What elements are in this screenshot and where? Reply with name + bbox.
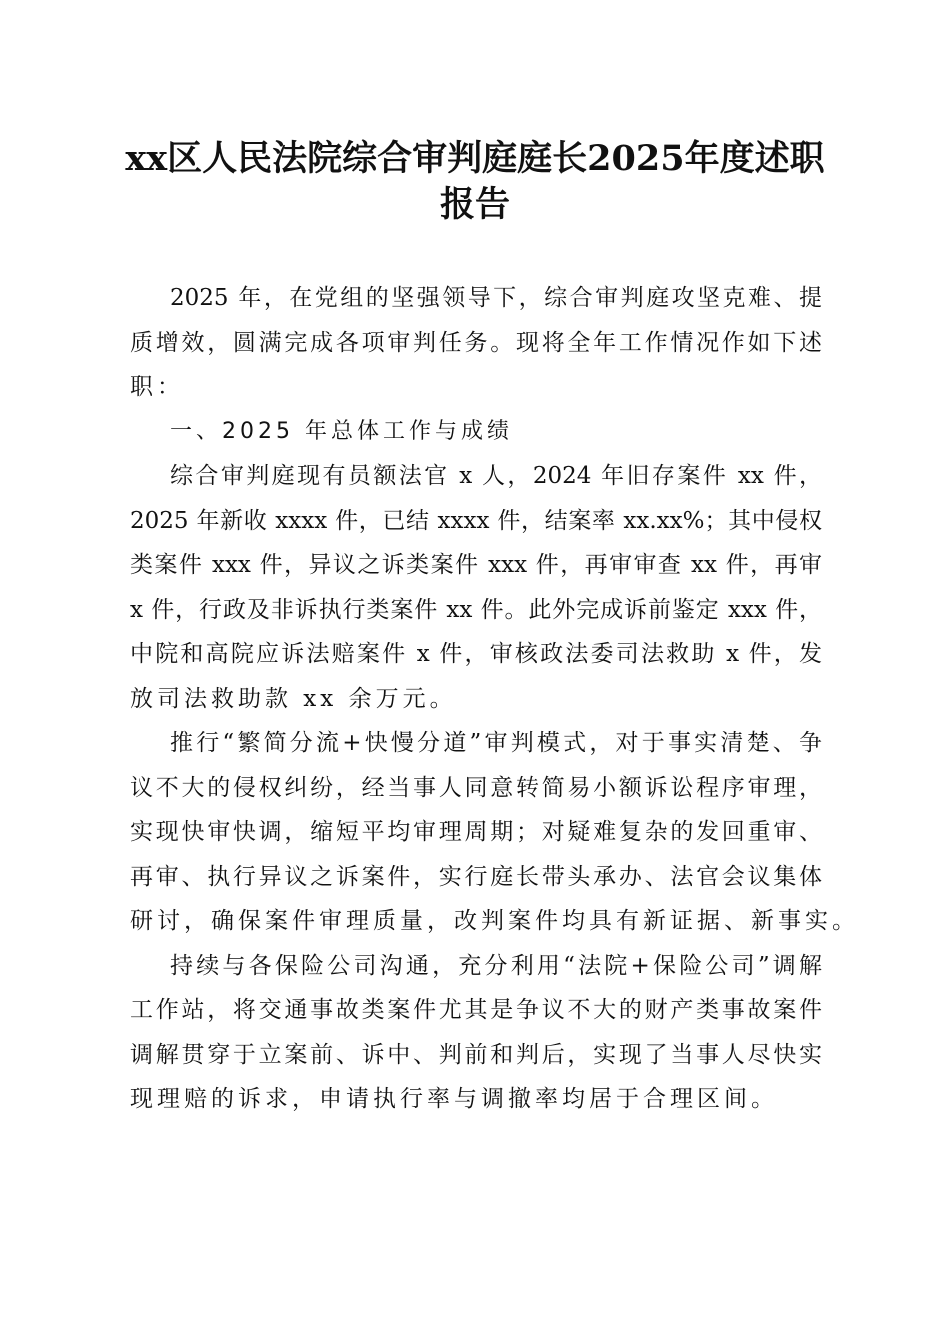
text-line: 质增效，圆满完成各项审判任务。现将全年工作情况作如下述	[130, 329, 822, 356]
text-line: 调解贯穿于立案前、诉中、判前和判后，实现了当事人尽快实	[130, 1041, 822, 1068]
paragraph	[130, 454, 822, 721]
text-line: 一、2025 年总体工作与成绩	[170, 418, 513, 444]
text-line: 现理赔的诉求，申请执行率与调撤率均居于合理区间。	[130, 1086, 778, 1112]
paragraph	[130, 276, 822, 410]
section-heading	[130, 410, 822, 455]
text-line: 工作站，将交通事故类案件尤其是争议不大的财产类事故案件	[130, 997, 822, 1023]
paragraph	[130, 944, 822, 1122]
text-line: 2025 年，在党组的坚强领导下，综合审判庭攻坚克难、提	[170, 285, 822, 311]
text-line: x 件，行政及非诉执行类案件 xx 件。此外完成诉前鉴定 xxx 件，	[130, 596, 822, 623]
text-line: 议不大的侵权纠纷，经当事人同意转简易小额诉讼程序审理，	[130, 774, 822, 801]
text-line: 职：	[130, 374, 184, 400]
text-line: 再审、执行异议之诉案件，实行庭长带头承办、法官会议集体	[130, 863, 822, 890]
title-line-1: xx区人民法院综合审判庭庭长2025年度述职	[125, 138, 825, 179]
document-title	[100, 136, 850, 228]
text-line: 放司法救助款 xx 余万元。	[130, 685, 457, 712]
text-line: 2025 年新收 xxxx 件，已结 xxxx 件，结案率 xx.xx%；其中侵权	[130, 507, 822, 534]
text-line: 推行“繁简分流+快慢分道”审判模式，对于事实清楚、争	[170, 730, 822, 756]
text-line: 研讨，确保案件审理质量，改判案件均具有新证据、新事实。	[130, 908, 859, 934]
text-line: 类案件 xxx 件，异议之诉类案件 xxx 件，再审审查 xx 件，再审	[130, 552, 822, 578]
text-line: 综合审判庭现有员额法官 x 人，2024 年旧存案件 xx 件，	[170, 463, 822, 489]
text-line: 中院和高院应诉法赔案件 x 件，审核政法委司法救助 x 件，发	[130, 641, 822, 667]
paragraph	[130, 721, 859, 944]
text-line: 持续与各保险公司沟通，充分利用“法院+保险公司”调解	[170, 952, 822, 979]
text-line: 实现快审快调，缩短平均审理周期；对疑难复杂的发回重审、	[130, 819, 822, 845]
title-line-2: 报告	[439, 184, 510, 225]
document-body	[130, 276, 859, 1122]
